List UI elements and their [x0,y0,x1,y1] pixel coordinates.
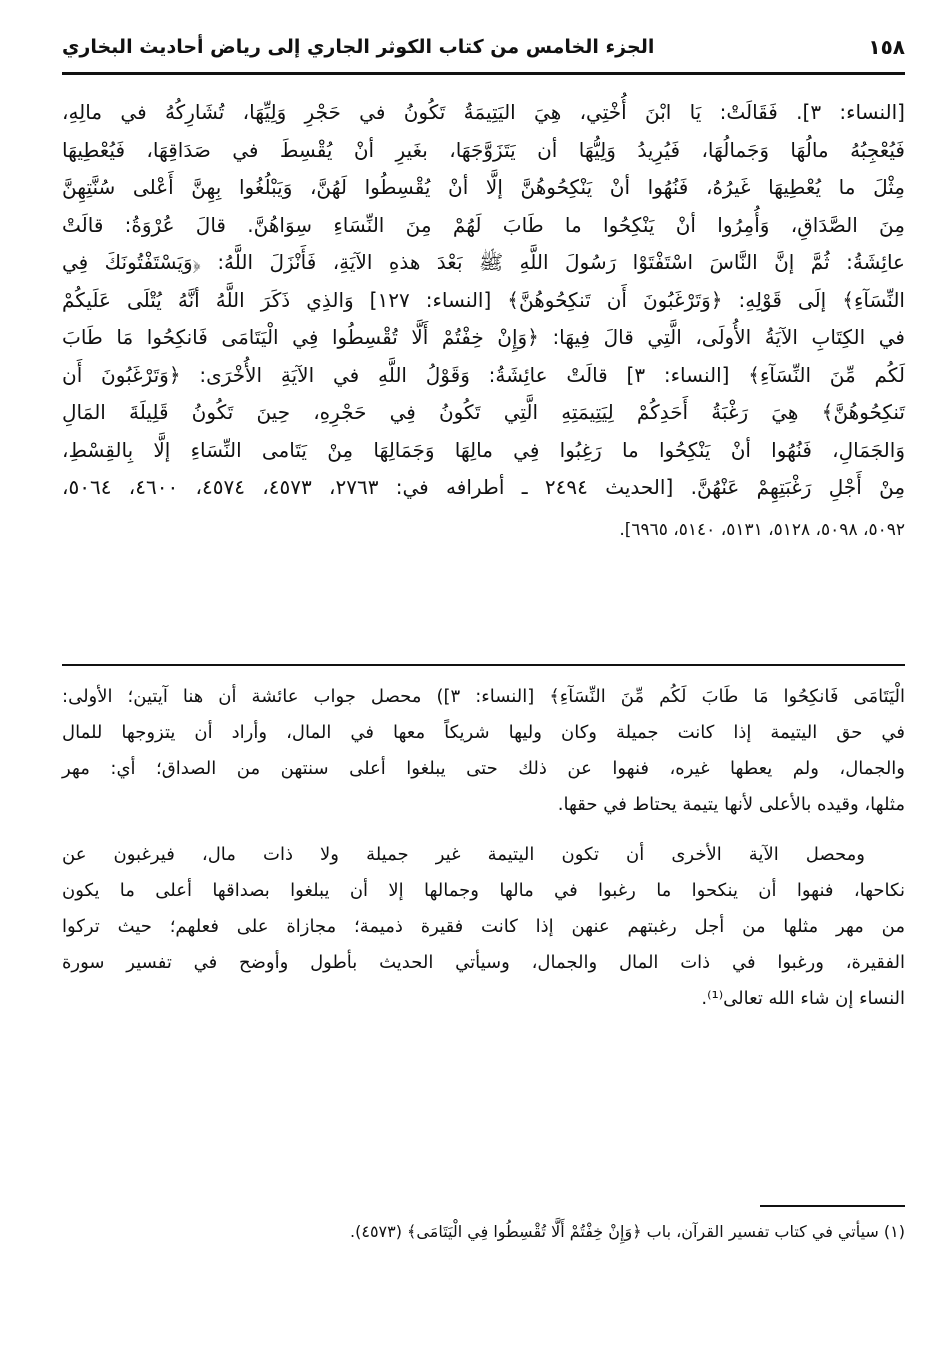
text-line: النِّسَآءِ﴾ إلَى قَوْلِهِ: ﴿وَتَرْغَبُونَ أَن تَنكِحُوهُنَّ﴾ [النساء: ١٢٧] وَالذِي ذَكَرَ اللَّهُ أنَّهُ يُتْلَى عَلَيكُمْ [62,288,905,312]
page-header [62,30,905,64]
page-number: ١٥٨ [868,35,905,59]
text-line: فَيُعْجِبُهُ مالُهَا وَجَمالُهَا، فَيُرِيدُ وَلِيُّهَا أن يَتَزَوَّجَهَا، بغَيرِ أنْ يُقْسِطَ في صَدَاقِهَا، فَيُعْطِيهَا [62,138,905,162]
text-line: مِنْ أَجْلِ رَغْبَتِهِمْ عَنْهُنَّ. [الحديث ٢٤٩٤ ـ أطرافه في: ٢٧٦٣، ٤٥٧٣، ٤٥٧٤، ٤٦٠٠، ٥٠٦٤، [62,475,906,499]
footnote: (١) سيأتي في كتاب تفسير القرآن، باب ﴿وَإِنْ خِفْتُمْ أَلَّا تُقْسِطُوا فِي الْيَتَامَى﴾ (٤٥٧٣). [350,1222,905,1241]
commentary-line: والجمال، ولم يعطها غيره، فنهوا عن ذلك حتى يبلغوا أعلى سنتهن من الصداق؛ أي: مهر [62,758,905,779]
commentary-line: مثلها، وقيده بالأعلى لأنها يتيمة يحتاط في حقها. [557,794,905,815]
text-line: لَكُم مِّنَ النِّسَآءِ﴾ [النساء: ٣] قالَتْ عائِشَةُ: وَقَوْلُ اللَّهِ في الآيَةِ الأُخْرَى: ﴿وَتَرْغَبُونَ أَن [62,363,905,387]
text-line: تَنكِحُوهُنَّ﴾ هِيَ رَغْبَةُ أَحَدِكُمْ لِيَتِيمَتِهِ الَّتِي تَكُونُ فِي حَجْرِهِ، حِينَ تَكُونُ قَلِيلَةَ المَالِ [62,400,905,424]
commentary-line: الفقيرة، ورغبوا في ذات المال والجمال، وسيأتي الحديث بأطول وأوضح في تفسير سورة [62,952,905,973]
commentary-line: من مهر مثلها من أجل رغبتهم عنهن إذا كانت فقيرة ذميمة؛ مجازاة على فعلهم؛ حيث تركوا [62,916,905,937]
text-line: [النساء: ٣]. فَقَالَتْ: يَا ابْنَ أُخْتِي، هِيَ اليَتِيمَةُ تَكُونُ في حَجْرِ وَلِيِّهَا، تُشَارِكُهُ في مالِهِ، [62,100,905,124]
commentary-line: ومحصل الآية الأخرى أن تكون اليتيمة غير جميلة ولا ذات مال، فيرغبون عن [62,844,865,865]
section-rule [62,664,905,666]
commentary-line: نكاحها، فنهوا أن ينكحوا ما رغبوا في مالها وجمالها إلا أن يبلغوا بصداقها أعلى ما يكون [62,880,905,901]
running-title: الجزء الخامس من كتاب الكوثر الجاري إلى رياض أحاديث البخاري [62,36,655,58]
text-line: عائِشَةُ: ثُمَّ إنَّ النَّاسَ اسْتَفْتَوْا رَسُولَ اللَّهِ ﷺ بَعْدَ هذهِ الآيَةِ، فَأَنْزَلَ اللَّهُ: ﴿وَيَسْتَفْتُونَكَ فِي [62,250,905,274]
commentary-line: النساء إن شاء الله تعالى⁽¹⁾. [701,988,905,1009]
text-line: ٥٠٩٢، ٥٠٩٨، ٥١٢٨، ٥١٣١، ٥١٤٠، ٦٩٦٥]. [619,520,905,540]
text-line: مِنَ الصَّدَاقِ، وَأُمِرُوا أنْ يَنْكِحُوا ما طَابَ لَهُمْ مِنَ النِّسَاءِ سِوَاهُنَّ. قالَ عُرْوَةُ: قالَتْ [62,213,905,237]
text-line: في الكِتَابِ الآيَةُ الأُولَى، الَّتِي قالَ فِيهَا: ﴿وَإِنْ خِفْتُمْ أَلَّا تُقْسِطُوا فِي الْيَتَامَى فَانكِحُوا مَا طَابَ [62,325,905,349]
footnote-rule [760,1205,905,1207]
commentary-line: في حق اليتيمة إذا كانت جميلة وكان وليها شريكاً معها في المال، وأراد أن يتزوجها للمال [62,722,905,743]
commentary-line: الْيَتَامَى فَانكِحُوا مَا طَابَ لَكُم مِّنَ النِّسَآءِ﴾ [النساء: ٣]) محصل جواب عائشة أن هنا آيتين؛ الأولى: [62,686,905,707]
text-line: وَالجَمَالِ، فَنُهُوا أنْ يَنْكِحُوا ما رَغِبُوا فِي مالِهَا وَجَمَالِهَا مِنْ يَتَامى النِّسَاءِ إلَّا بِالقِسْطِ، [62,438,905,462]
header-rule [62,72,905,75]
text-line: مِثْلَ ما يُعْطِيهَا غَيرُهُ، فَنُهُوا أنْ يَنْكِحُوهُنَّ إلَّا أنْ يُقْسِطُوا لَهُنَّ، وَيَبْلُغُوا بِهِنَّ أَعْلى سُنَّتِهِنَّ [62,175,905,199]
